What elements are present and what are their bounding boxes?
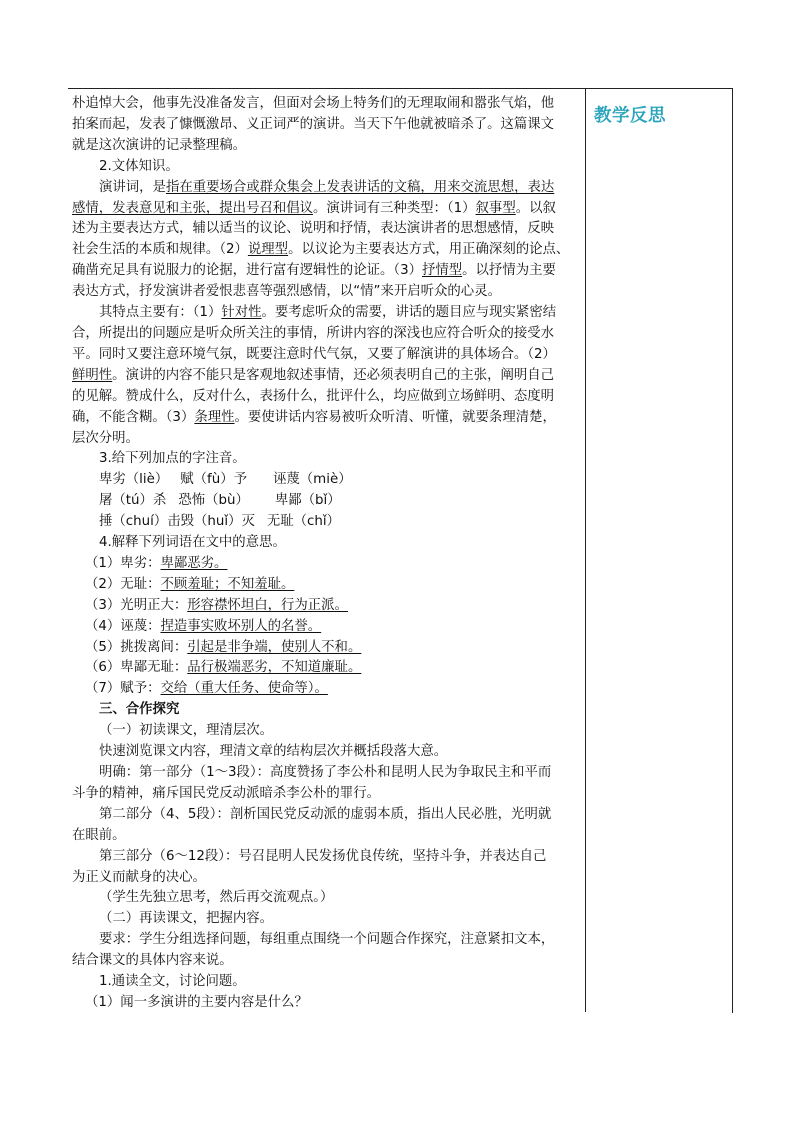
- answer-line: 第二部分（4、5段）：剖析国民党反动派的虚弱本质，指出人民必胜，光明就: [99, 806, 552, 822]
- vocab-item: （2）无耻：不顾羞耻；不知羞耻。: [85, 576, 295, 592]
- pinyin-row: 屠（tú）杀 恐怖（bù） 卑鄙（bǐ）: [99, 493, 341, 509]
- text-line: 就是这次演讲的记录整理稿。: [72, 137, 247, 153]
- requirement-line: 结合课文的具体内容来说。: [72, 953, 233, 969]
- vocab-item: （6）卑鄙无耻：品行极端恶劣，不知道廉耻。: [85, 660, 362, 676]
- section-heading-genre: 2.文体知识。: [99, 158, 179, 174]
- features-paragraph-line: 的见解。赞成什么，反对什么，表扬什么，批评什么，均应做到立场鲜明、态度明: [72, 388, 555, 404]
- features-paragraph-line: 确，不能含糊。（3）条理性。要使讲话内容易被听众听清、听懂，就要条理清楚，: [72, 409, 556, 425]
- features-paragraph-line: 其特点主要有：（1）针对性。要考虑听众的需要，讲话的题目应与现实紧密结: [99, 305, 557, 321]
- answer-line: 斗争的精神，痛斥国民党反动派暗杀李公朴的罪行。: [72, 785, 380, 801]
- pinyin-row: 卑劣（liè） 赋（fù）予 诬蔑（miè）: [99, 472, 352, 488]
- vocab-item: （4）诬蔑：捏造事实败坏别人的名誉。: [85, 618, 322, 634]
- answer-line: 明确：第一部分（1～3段）：高度赞扬了李公朴和昆明人民为争取民主和平而: [99, 765, 552, 780]
- genre-paragraph-line: 社会生活的本质和规律。（2）说理型。以议论为主要表达方式，用正确深刻的论点、: [72, 242, 570, 258]
- vocab-item: （1）卑劣：卑鄙恶劣。: [85, 555, 228, 571]
- text-line: 朴追悼大会，他事先没准备发言，但面对会场上特务们的无理取闹和嚣张气焰，他: [72, 96, 555, 111]
- features-paragraph-line: 鲜明性。演讲的内容不能只是客观地叙述事情，还必须表明自己的主张，阐明自己: [72, 367, 555, 383]
- section-heading-vocabulary: 4.解释下列词语在文中的意思。: [99, 535, 286, 551]
- feature-distinct: 鲜明性: [72, 367, 113, 383]
- question-item: （1）闻一多演讲的主要内容是什么？: [85, 994, 308, 1010]
- lesson-content: [72, 94, 580, 1014]
- subsection-heading: （二）再读课文，把握内容。: [99, 911, 274, 927]
- feature-targeted: 针对性: [221, 305, 262, 321]
- vocab-item: （3）光明正大：形容襟怀坦白，行为正派。: [85, 597, 348, 613]
- term-narrative: 叙事型: [475, 200, 516, 216]
- note-text: （学生先独立思考，然后再交流观点。）: [99, 890, 334, 906]
- features-paragraph-line: 合，所提出的问题应是听众所关注的事情，所讲内容的深浅也应符合听众的接受水: [72, 325, 555, 341]
- term-lyrical: 抒情型: [421, 263, 463, 279]
- features-paragraph-line: 层次分明。: [72, 430, 139, 446]
- genre-paragraph-line: 表达方式，抒发演讲者爱恨悲喜等强烈感情，以“情”来开启听众的心灵。: [72, 284, 501, 300]
- vocab-item: （5）挑拨离间：引起是非争端，使别人不和。: [85, 639, 362, 655]
- question-heading: 1.通读全文，讨论问题。: [99, 974, 246, 990]
- task-text: 快速浏览课文内容，理清文章的结构层次并概括段落大意。: [99, 744, 448, 760]
- features-paragraph-line: 平。同时又要注意环境气氛，既要注意时代气氛，又要了解演讲的具体场合。（2）: [72, 346, 556, 362]
- teaching-reflection-title: 教学反思: [594, 106, 666, 126]
- section-heading-pinyin: 3.给下列加点的字注音。: [99, 451, 246, 467]
- answer-line: 为正义而献身的决心。: [72, 869, 206, 885]
- genre-paragraph-line: 感情，发表意见和主张，提出号召和倡议。演讲词有三种类型：（1）叙事型。以叙: [72, 200, 556, 216]
- genre-paragraph-line: 述为主要表达方式，辅以适当的议论、说明和抒情，表达演讲者的思想感情，反映: [72, 221, 555, 237]
- genre-paragraph-line: 确凿充足具有说服力的论据，进行富有逻辑性的论证。（3）抒情型。以抒情为主要: [72, 263, 556, 279]
- section-heading-cooperative-inquiry: 三、合作探究: [99, 702, 180, 718]
- feature-organized: 条理性: [194, 409, 235, 425]
- answer-line: 第三部分（6～12段）：号召昆明人民发扬优良传统，坚持斗争，并表达自己: [99, 848, 547, 864]
- requirement-line: 要求：学生分组选择问题，每组重点围绕一个问题合作探究，注意紧扣文本，: [99, 932, 555, 948]
- genre-paragraph-line: 演讲词，是指在重要场合或群众集会上发表讲话的文稿，用来交流思想，表达: [99, 179, 555, 195]
- vocab-item: （7）赋予：交给（重大任务、使命等）。: [85, 681, 328, 697]
- text-line: 拍案而起，发表了慷慨激昂、义正词严的演讲。当天下午他就被暗杀了。这篇课文: [72, 116, 555, 132]
- answer-line: 在眼前。: [72, 827, 126, 843]
- term-argumentative: 说理型: [247, 242, 289, 258]
- column-divider: [585, 88, 586, 1012]
- subsection-heading: （一）初读课文，理清层次。: [99, 723, 274, 739]
- pinyin-row: 捶（chuí）击毁（huǐ）灭 无耻（chǐ）: [99, 514, 341, 530]
